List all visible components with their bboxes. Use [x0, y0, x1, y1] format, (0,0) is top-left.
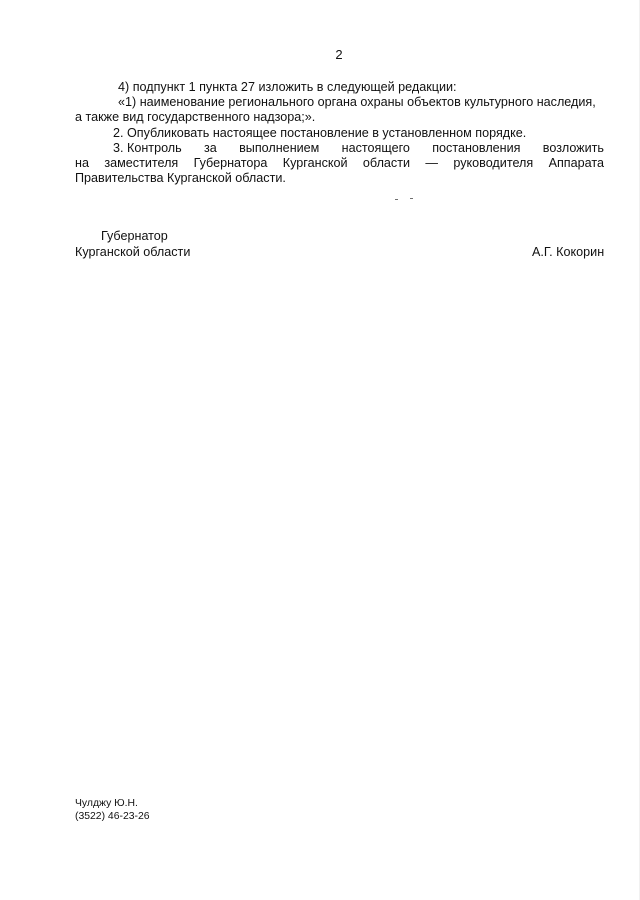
scan-mark: [410, 198, 413, 199]
item-3-word: настоящего: [341, 141, 410, 155]
executor-name: Чулджу Ю.Н.: [75, 798, 138, 809]
scan-mark: [395, 199, 398, 200]
signatory-position-line-1: Губернатор: [101, 229, 168, 243]
item-3-word: заместителя: [104, 156, 179, 170]
item-3-word: за: [204, 141, 217, 155]
decree-text-block: [75, 80, 604, 185]
executor-phone: (3522) 46-23-26: [75, 811, 150, 822]
item-3-word: —: [425, 156, 438, 170]
item-4-paragraph: 4) подпункт 1 пункта 27 изложить в следующей редакции:: [118, 80, 457, 94]
item-3-line-3: Правительства Курганской области.: [75, 171, 286, 185]
item-3-word: Губернатора: [193, 156, 268, 170]
item-3-word: 3. Контроль: [113, 141, 182, 155]
item-3-word: на: [75, 156, 89, 170]
item-3-word: возложить: [542, 141, 604, 155]
item-3-word: руководителя: [453, 156, 534, 170]
item-3-word: области: [362, 156, 411, 170]
item-3-word: постановления: [432, 141, 521, 155]
quoted-text-line-2: а также вид государственного надзора;».: [75, 110, 316, 124]
item-2-paragraph: 2. Опубликовать настоящее постановление в установленном порядке.: [113, 126, 527, 140]
item-3-word: Аппарата: [548, 156, 604, 170]
item-3-word: Курганской: [282, 156, 348, 170]
page-number: 2: [335, 47, 343, 62]
quoted-text-line-1: «1) наименование регионального органа охраны объектов культурного наследия,: [118, 95, 596, 109]
item-3-line-1: [113, 141, 604, 157]
signatory-name: А.Г. Кокорин: [532, 245, 605, 259]
signatory-position-line-2: Курганской области: [75, 245, 191, 259]
item-3-word: выполнением: [239, 141, 320, 155]
item-3-line-2: [75, 156, 604, 172]
